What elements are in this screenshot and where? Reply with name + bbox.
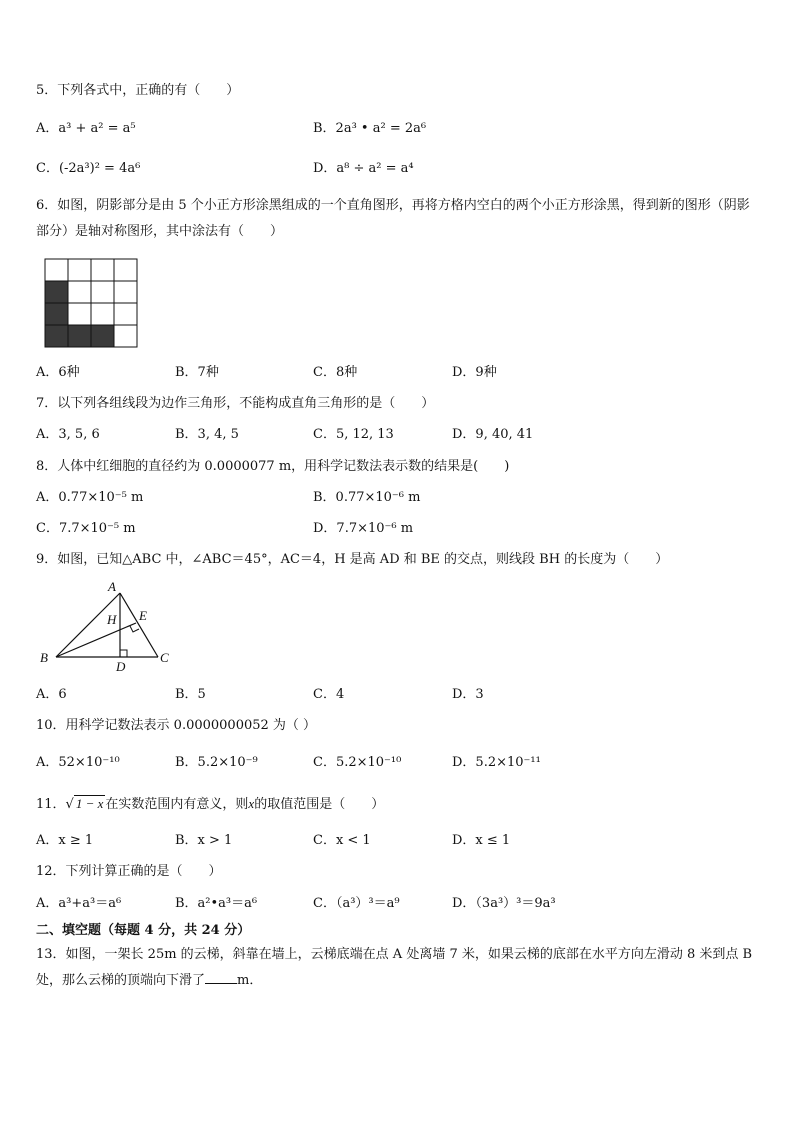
q13-stem-before: 13．如图，一架长 25m 的云梯，斜靠在墙上，云梯底端在点 A 处离墙 7 米，如果云梯的底部在水平方向左滑动 8 米到点 B 处，那么云梯的顶端向下滑了	[36, 947, 753, 988]
grid-cell	[91, 303, 114, 325]
q10-option-a: A．52×10⁻¹⁰	[36, 755, 120, 770]
q8-option-b: B．0.77×10⁻⁶ m	[313, 490, 421, 505]
q9-option-c: C．4	[313, 687, 345, 702]
q13-stem-after: m．	[237, 973, 263, 988]
grid-cell	[114, 303, 137, 325]
q11-option-a: A．x ≥ 1	[36, 833, 94, 848]
q12-option-b: B．a²•a³＝a⁶	[175, 896, 258, 911]
q11-option-c: C．x < 1	[313, 833, 371, 848]
q9-option-b: B．5	[175, 687, 206, 702]
label-a: A	[108, 579, 116, 594]
q11-number: 11．	[36, 797, 66, 812]
q5-option-d: D．a⁸ ÷ a² = a⁴	[313, 161, 414, 176]
q10-stem: 10．用科学记数法表示 0.0000000052 为（ ）	[36, 718, 317, 733]
grid-cell	[114, 325, 137, 347]
q11-option-d: D．x ≤ 1	[452, 833, 511, 848]
q11-stem	[36, 795, 384, 814]
grid-cell	[114, 281, 137, 303]
grid-cell	[91, 259, 114, 281]
q8-stem: 8．人体中红细胞的直径约为 0.0000077 m，用科学记数法表示数的结果是( )	[36, 459, 510, 474]
grid-cell	[91, 281, 114, 303]
section-title: 二、填空题（每题 4 分，共 24 分）	[36, 923, 251, 938]
q6-grid-figure	[44, 258, 140, 350]
q6-option-d: D．9种	[452, 365, 497, 380]
q11-variable: x	[248, 796, 255, 811]
answer-blank	[205, 971, 237, 984]
grid-cell	[114, 259, 137, 281]
grid-cell-shaded	[45, 325, 68, 347]
q6-option-c: C．8种	[313, 365, 358, 380]
grid-cell	[68, 281, 91, 303]
q10-option-b: B．5.2×10⁻⁹	[175, 755, 258, 770]
q12-option-a: A．a³+a³＝a⁶	[36, 896, 122, 911]
q11-stem-end: 的取值范围是（ ）	[254, 797, 385, 812]
q10-option-d: D．5.2×10⁻¹¹	[452, 755, 541, 770]
q11-option-b: B．x > 1	[175, 833, 233, 848]
grid-cell-shaded	[45, 303, 68, 325]
grid-cells	[45, 259, 137, 347]
grid-cell-shaded	[91, 325, 114, 347]
q10-option-c: C．5.2×10⁻¹⁰	[313, 755, 402, 770]
q8-option-c: C．7.7×10⁻⁵ m	[36, 521, 136, 536]
grid-cell	[68, 259, 91, 281]
q6-stem: 6．如图，阴影部分是由 5 个小正方形涂黑组成的一个直角图形，再将方格内空白的两个小正方形涂黑，得到新的图形（阴影部分）是轴对称图形，其中涂法有（ ）	[36, 198, 750, 239]
grid-cell-shaded	[45, 281, 68, 303]
q9-stem: 9．如图，已知△ABC 中，∠ABC＝45°，AC＝4，H 是高 AD 和 BE 的交点，则线段 BH 的长度为（ ）	[36, 552, 669, 567]
q8-option-a: A．0.77×10⁻⁵ m	[36, 490, 144, 505]
q8-option-d: D．7.7×10⁻⁶ m	[313, 521, 414, 536]
q9-triangle-figure	[36, 578, 186, 676]
q11-radicand: 1 − x	[75, 796, 104, 811]
label-h: H	[107, 612, 117, 627]
q7-option-d: D．9, 40, 41	[452, 427, 534, 442]
label-d: D	[116, 659, 126, 674]
q5-stem: 5．下列各式中，正确的有（ ）	[36, 83, 240, 98]
q5-option-c: C．(-2a³)² = 4a⁶	[36, 161, 141, 176]
q9-option-d: D．3	[452, 687, 484, 702]
q5-option-a: A．a³ + a² = a⁵	[36, 121, 136, 136]
sqrt-icon: √	[65, 797, 74, 812]
q7-option-b: B．3, 4, 5	[175, 427, 239, 442]
q6-option-a: A．6种	[36, 365, 80, 380]
q12-stem: 12．下列计算正确的是（ ）	[36, 864, 222, 879]
q7-option-c: C．5, 12, 13	[313, 427, 394, 442]
q6-option-b: B．7种	[175, 365, 219, 380]
grid-cell	[45, 259, 68, 281]
grid-cell-shaded	[68, 325, 91, 347]
q5-option-b: B．2a³ • a² = 2a⁶	[313, 121, 427, 136]
q9-option-a: A．6	[36, 687, 67, 702]
q7-stem: 7．以下列各组线段为边作三角形，不能构成直角三角形的是（ ）	[36, 396, 435, 411]
grid-cell	[68, 303, 91, 325]
label-b: B	[40, 650, 48, 665]
q13-stem	[36, 942, 758, 994]
q12-option-c: C．（a³）³＝a⁹	[313, 896, 400, 911]
q12-option-d: D．（3a³）³＝9a³	[452, 896, 556, 911]
label-e: E	[139, 608, 147, 623]
q11-stem-mid: 在实数范围内有意义，则	[105, 797, 249, 812]
label-c: C	[160, 650, 169, 665]
q7-option-a: A．3, 5, 6	[36, 427, 100, 442]
